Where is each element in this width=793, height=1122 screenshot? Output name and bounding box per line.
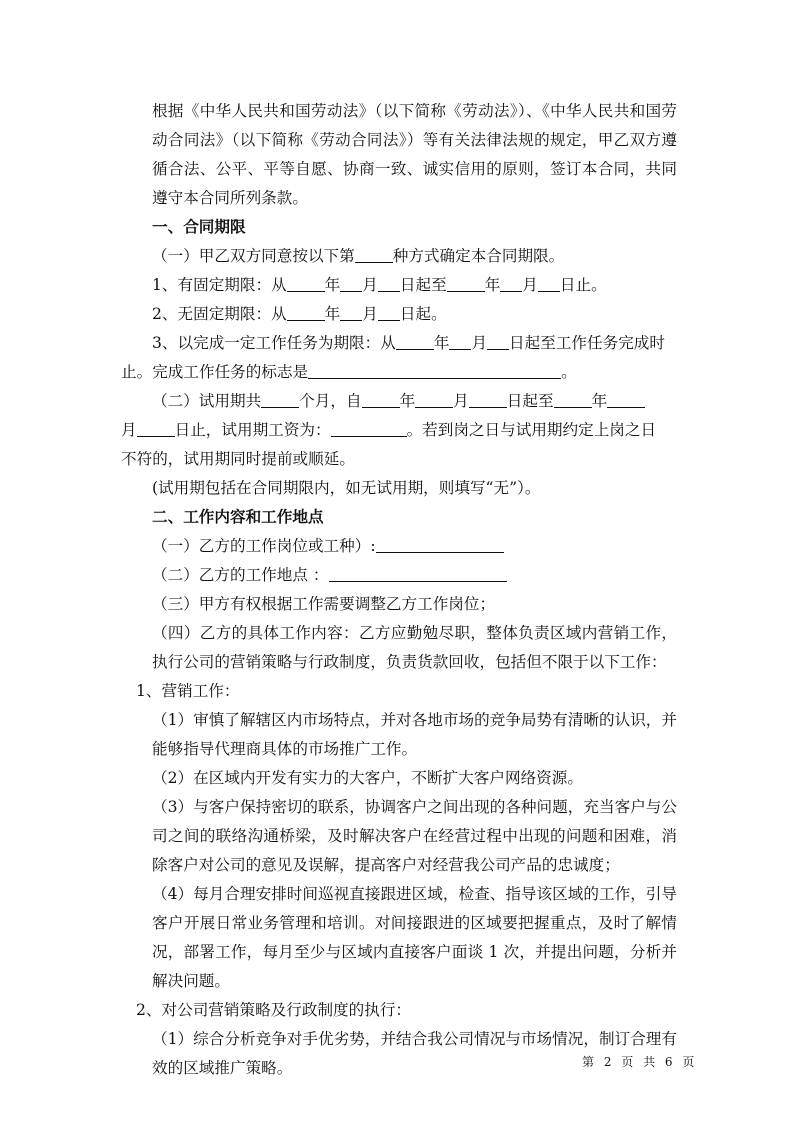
task-term-line: 3、以完成一定工作任务为期限：从 年 月 日起至工作任务完成时 (152, 334, 665, 352)
trial-start-month-blank[interactable] (415, 391, 453, 408)
contract-body (121, 97, 677, 1083)
task-completion-line: 止。完成工作任务的标志是 。 (121, 363, 577, 381)
fixed-start-year-blank[interactable] (287, 275, 325, 292)
task-start-day-blank[interactable] (487, 333, 509, 350)
work-place-blank[interactable] (329, 565, 507, 582)
trial-end-year-blank[interactable] (554, 391, 592, 408)
fixed-end-month-blank[interactable] (500, 275, 522, 292)
trial-start-year-blank[interactable] (362, 391, 400, 408)
page-footer: 第 2 页 共 6 页 (582, 1055, 698, 1069)
fixed-end-year-blank[interactable] (447, 275, 485, 292)
work-place-line: （二）乙方的工作地点 ： (121, 561, 677, 590)
marketing-title: 1、营销工作： (136, 682, 240, 700)
trial-note: (试用期包括在合同期限内，如无试用期，则填写“无”）。 (152, 479, 541, 497)
open-start-month-blank[interactable] (340, 304, 362, 321)
policy-item-1: （1）综合分析竞争对手优劣势，并结合我公司情况与市场情况，制订合理有效的区域推广策略。 (152, 1030, 677, 1077)
post-adjust-line: （三）甲方有权根据工作需要调整乙方工作岗位； (152, 595, 496, 613)
section-heading-term: 一、合同期限 (152, 218, 246, 236)
intro-paragraph: 根据《中华人民共和国劳动法》（以下简称《劳动法》）、《中华人民共和国劳动合同法》（以下简称《劳动合同法》）等有关法律法规的规定，甲乙双方遵循合法、公平、平等自愿、协商一致、诚实信用的原则，签订本合同，共同遵守本合同所列条款。 (152, 102, 677, 207)
marketing-item-2: （2）在区域内开发有实力的大客户，不断扩大客户网络资源。 (152, 769, 583, 787)
task-start-month-blank[interactable] (449, 333, 471, 350)
marketing-item-1: （1）审慎了解辖区内市场特点，并对各地市场的竞争局势有清晰的认识，并能够指导代理商具体的市场推广工作。 (152, 711, 677, 758)
fixed-term-line: 1、有固定期限：从 年 月 日起至 年 月 日止。 (152, 276, 607, 294)
work-post-blank[interactable] (376, 536, 504, 553)
fixed-start-month-blank[interactable] (340, 275, 362, 292)
open-term-line: 2、无固定期限：从 年 月 日起。 (152, 305, 447, 323)
fixed-end-day-blank[interactable] (538, 275, 560, 292)
trial-salary-line: 月 日止，试用期工资为： 。若到岗之日与试用期约定上岗之日 (121, 421, 657, 439)
task-completion-blank[interactable] (308, 362, 561, 379)
trial-start-day-blank[interactable] (469, 391, 507, 408)
trial-salary-blank[interactable] (331, 420, 407, 437)
trial-months-blank[interactable] (261, 391, 299, 408)
trial-period-line: （二）试用期共 个月，自 年 月 日起至 年 (121, 387, 677, 416)
open-start-year-blank[interactable] (287, 304, 325, 321)
policy-title: 2、对公司营销策略及行政制度的执行： (136, 1001, 412, 1019)
marketing-item-3: （3）与客户保持密切的联系，协调客户之间出现的各种问题，充当客户与公司之间的联络沟通桥梁，及时解决客户在经营过程中出现的问题和困难，消除客户对公司的意见及误解，提高客户对经营我公司产品的忠诚度； (152, 798, 677, 874)
term-choice-line: （一）甲乙双方同意按以下第 种方式确定本合同期限。 (152, 247, 565, 265)
trial-end-day-blank[interactable] (137, 420, 175, 437)
section-heading-work: 二、工作内容和工作地点 (152, 508, 324, 526)
work-duties-paragraph: （四）乙方的具体工作内容：乙方应勤勉尽职，整体负责区域内营销工作，执行公司的营销策略与行政制度，负责货款回收，包括但不限于以下工作： (152, 624, 677, 671)
marketing-item-4: （4）每月合理安排时间巡视直接跟进区域，检查、指导该区域的工作，引导客户开展日常业务管理和培训。对间接跟进的区域要把握重点，及时了解情况，部署工作，每月至少与区域内直接客户面谈 1 次，并提出问题，分析并解决问题。 (152, 885, 677, 990)
term-choice-blank[interactable] (355, 246, 393, 263)
trial-adjust-line: 不符的，试用期同时提前或顺延。 (121, 450, 355, 468)
open-start-day-blank[interactable] (378, 304, 400, 321)
trial-end-month-blank[interactable] (607, 391, 645, 408)
task-start-year-blank[interactable] (396, 333, 434, 350)
fixed-start-day-blank[interactable] (378, 275, 400, 292)
work-post-line: （一）乙方的工作岗位或工种）: (121, 532, 677, 561)
